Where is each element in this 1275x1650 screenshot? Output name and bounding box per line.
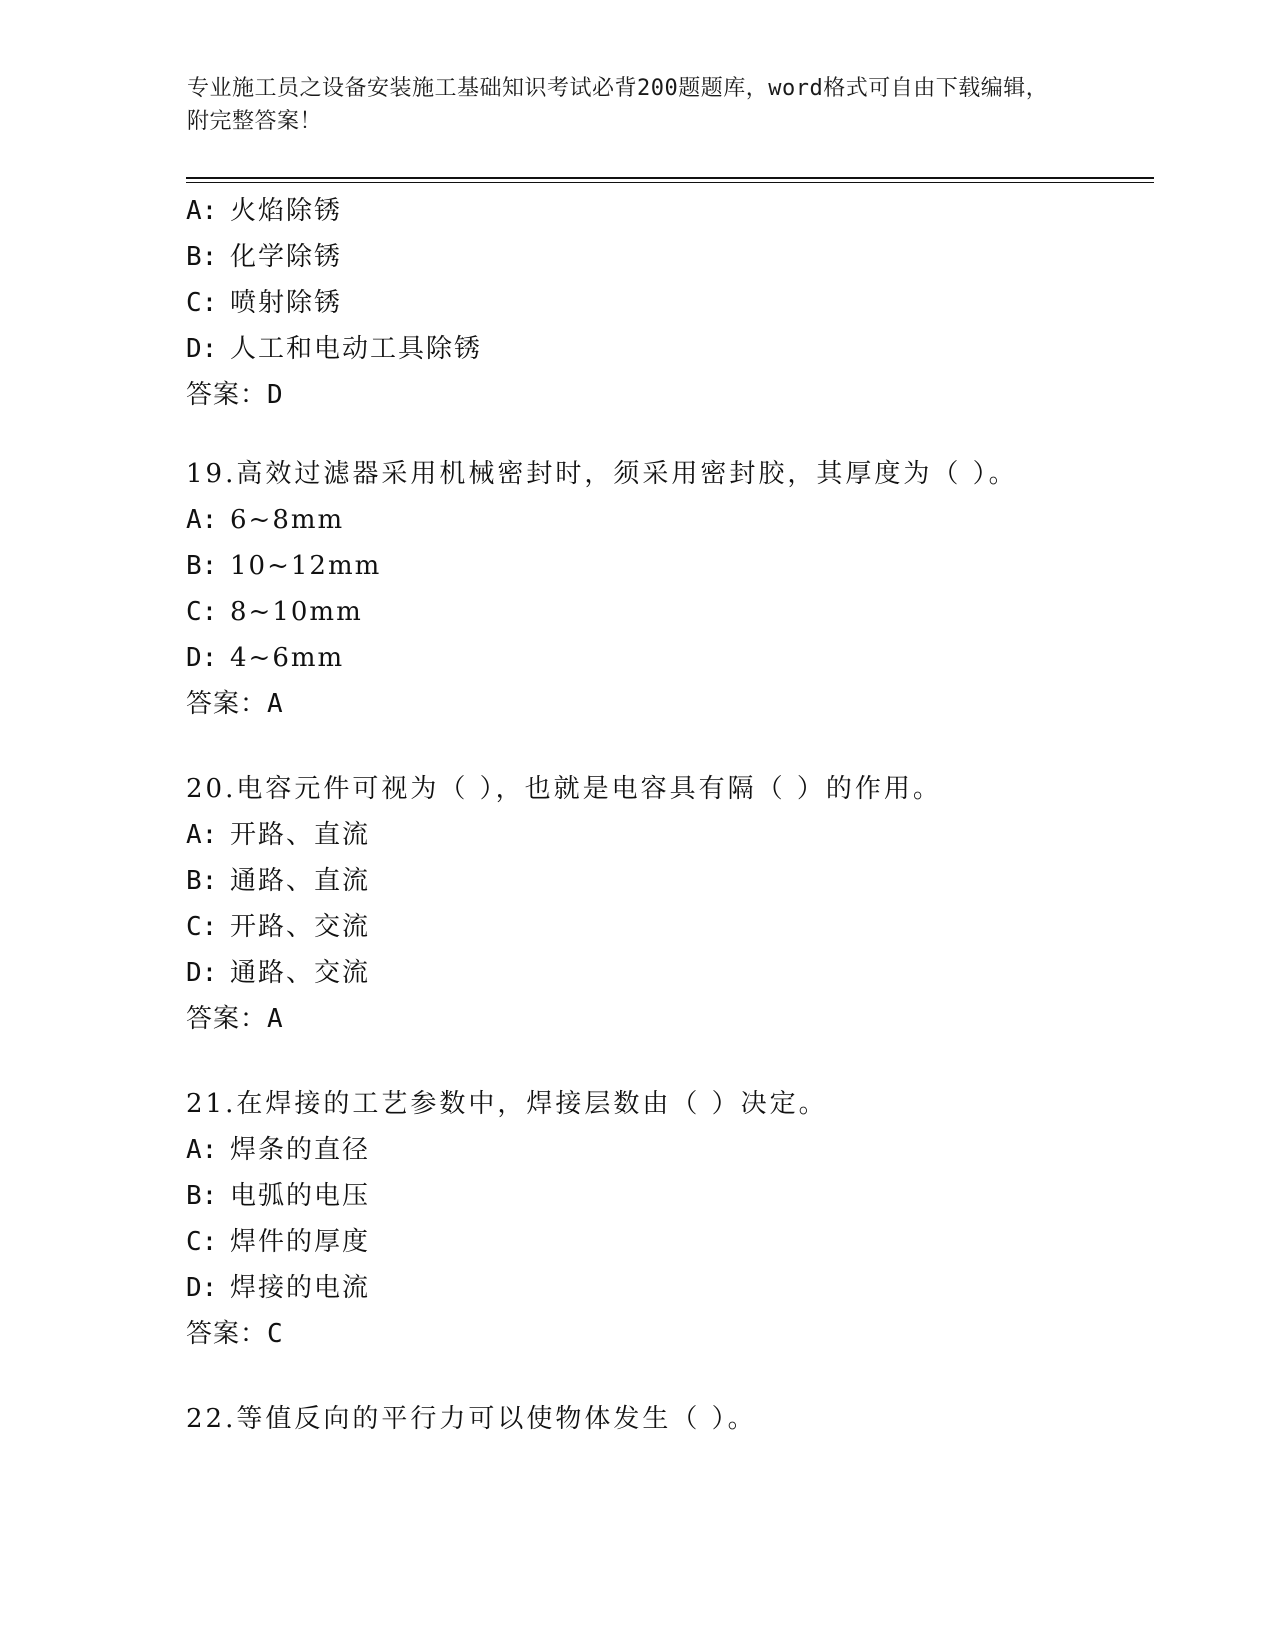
question-text: 21.在焊接的工艺参数中，焊接层数由（ ）决定。 — [186, 1089, 828, 1119]
answer-label: 答案： — [186, 1004, 268, 1034]
option-text: 喷射除锈 — [230, 288, 343, 318]
option-a: A: 6~8mm — [186, 505, 345, 535]
answer-value: A — [267, 1004, 284, 1034]
option-text: 通路、交流 — [230, 958, 371, 988]
question-22 — [186, 1396, 1146, 1442]
option-text: 电弧的电压 — [230, 1181, 371, 1211]
option-b: B: 通路、直流 — [186, 866, 371, 896]
option-text: 化学除锈 — [230, 242, 343, 272]
option-text: 10~12mm — [230, 551, 382, 581]
answer-value: D — [267, 380, 284, 410]
option-c: C: 喷射除锈 — [186, 288, 343, 318]
question-19 — [186, 451, 1146, 727]
header-rule-thin — [186, 182, 1154, 183]
answer-label: 答案： — [186, 1319, 268, 1349]
option-text: 焊条的直径 — [230, 1135, 371, 1165]
answer-line — [186, 1311, 1146, 1357]
option-d: D: 焊接的电流 — [186, 1273, 371, 1303]
option-b: B: 化学除锈 — [186, 242, 343, 272]
option-text: 焊接的电流 — [230, 1273, 371, 1303]
option-text: 人工和电动工具除锈 — [230, 334, 483, 364]
question-20 — [186, 766, 1146, 1042]
option-a: A: 火焰除锈 — [186, 196, 343, 226]
question-21 — [186, 1081, 1146, 1357]
answer-label: 答案： — [186, 380, 268, 410]
question-text: 20.电容元件可视为（ ），也就是电容具有隔（ ）的作用。 — [186, 774, 942, 804]
option-d: D: 4~6mm — [186, 643, 345, 673]
answer-line — [186, 681, 1146, 727]
option-text: 8~10mm — [230, 597, 363, 627]
answer-value: A — [267, 689, 284, 719]
option-text: 焊件的厚度 — [230, 1227, 371, 1257]
option-text: 通路、直流 — [230, 866, 371, 896]
option-text: 6~8mm — [230, 505, 345, 535]
option-a: A: 焊条的直径 — [186, 1135, 371, 1165]
option-c: C: 开路、交流 — [186, 912, 371, 942]
option-text: 开路、交流 — [230, 912, 371, 942]
option-text: 开路、直流 — [230, 820, 371, 850]
option-c: C: 8~10mm — [186, 597, 363, 627]
option-a: A: 开路、直流 — [186, 820, 371, 850]
option-text: 4~6mm — [230, 643, 345, 673]
option-b: B: 电弧的电压 — [186, 1181, 371, 1211]
document-title: 专业施工员之设备安装施工基础知识考试必背200题题库，word格式可自由下载编辑，附完整答案！ — [187, 76, 1049, 134]
question-text: 22.等值反向的平行力可以使物体发生（ ）。 — [186, 1404, 757, 1434]
answer-line — [186, 996, 1146, 1042]
header-rule-thick — [186, 177, 1154, 179]
answer-label: 答案： — [186, 689, 268, 719]
answer-value: C — [267, 1319, 284, 1349]
option-d: D: 通路、交流 — [186, 958, 371, 988]
question-text: 19.高效过滤器采用机械密封时，须采用密封胶，其厚度为（ ）。 — [186, 459, 1018, 489]
option-b: B: 10~12mm — [186, 551, 382, 581]
option-text: 火焰除锈 — [230, 196, 343, 226]
option-d: D: 人工和电动工具除锈 — [186, 334, 483, 364]
question-18-continuation — [186, 188, 1146, 418]
answer-line — [186, 372, 1146, 418]
option-c: C: 焊件的厚度 — [186, 1227, 371, 1257]
